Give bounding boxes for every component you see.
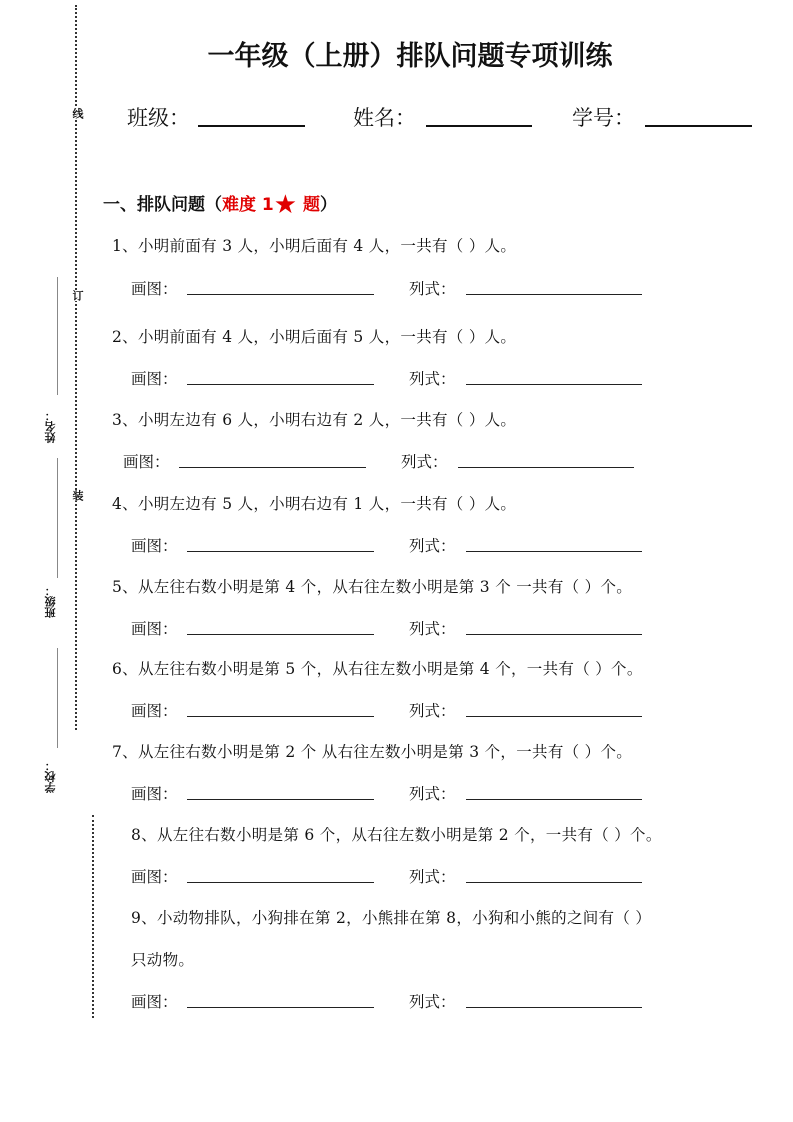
draw-answer-line[interactable] bbox=[187, 551, 374, 552]
student-id-label: 学号： bbox=[572, 106, 635, 130]
question-5: 5、从左往右数小明是第 4 个，从右往左数小明是第 3 个 一共有（ ）个。 bbox=[112, 578, 633, 596]
draw-answer-line[interactable] bbox=[187, 716, 374, 717]
formula-answer-line[interactable] bbox=[466, 634, 642, 635]
binding-mark-zhuang: 装 bbox=[71, 490, 84, 501]
formula-label: 列式： bbox=[409, 620, 456, 638]
question-2: 2、小明前面有 4 人，小明后面有 5 人，一共有（ ）人。 bbox=[112, 328, 517, 346]
formula-answer-line[interactable] bbox=[466, 716, 642, 717]
student-id-field[interactable] bbox=[645, 125, 752, 127]
margin-field-line bbox=[57, 648, 58, 748]
draw-label: 画图： bbox=[131, 993, 178, 1011]
binding-mark-line: 线 bbox=[71, 108, 84, 119]
formula-label: 列式： bbox=[409, 702, 456, 720]
page-title: 一年级（上册）排队问题专项训练 bbox=[207, 41, 613, 72]
draw-label: 画图： bbox=[131, 280, 178, 298]
question-8: 8、从左往右数小明是第 6 个，从右往左数小明是第 2 个，一共有（ ）个。 bbox=[131, 826, 662, 844]
section-heading bbox=[103, 190, 337, 220]
formula-answer-line[interactable] bbox=[466, 1007, 642, 1008]
margin-field-line bbox=[57, 277, 58, 395]
draw-label: 画图： bbox=[131, 868, 178, 886]
draw-label: 画图： bbox=[131, 702, 178, 720]
draw-label: 画图： bbox=[131, 370, 178, 388]
difficulty-suffix: 题 bbox=[297, 195, 320, 215]
formula-label: 列式： bbox=[401, 453, 448, 471]
class-field[interactable] bbox=[198, 125, 305, 127]
formula-label: 列式： bbox=[409, 993, 456, 1011]
draw-answer-line[interactable] bbox=[187, 1007, 374, 1008]
margin-field-line bbox=[57, 458, 58, 578]
formula-label: 列式： bbox=[409, 370, 456, 388]
name-label: 姓名： bbox=[353, 106, 416, 130]
margin-school-label: 学校： bbox=[44, 760, 57, 793]
class-label: 班级： bbox=[127, 106, 190, 130]
question-1: 1、小明前面有 3 人，小明后面有 4 人，一共有（ ）人。 bbox=[112, 237, 517, 255]
difficulty-label: 难度 1 bbox=[222, 195, 274, 215]
draw-label: 画图： bbox=[131, 620, 178, 638]
draw-answer-line[interactable] bbox=[179, 467, 366, 468]
draw-label: 画图： bbox=[123, 453, 170, 471]
margin-class-label: 班级： bbox=[44, 585, 57, 618]
question-6: 6、从左往右数小明是第 5 个，从右往左数小明是第 4 个，一共有（ ）个。 bbox=[112, 660, 643, 678]
question-9: 9、小动物排队，小狗排在第 2，小熊排在第 8，小狗和小熊的之间有（ ） bbox=[131, 909, 652, 927]
formula-label: 列式： bbox=[409, 785, 456, 803]
question-3: 3、小明左边有 6 人，小明右边有 2 人，一共有（ ）人。 bbox=[112, 411, 517, 429]
formula-answer-line[interactable] bbox=[466, 882, 642, 883]
binding-dotted-line-lower bbox=[92, 815, 94, 1018]
draw-answer-line[interactable] bbox=[187, 384, 374, 385]
formula-answer-line[interactable] bbox=[466, 294, 642, 295]
draw-label: 画图： bbox=[131, 537, 178, 555]
section-close: ） bbox=[319, 195, 337, 215]
formula-label: 列式： bbox=[409, 868, 456, 886]
draw-label: 画图： bbox=[131, 785, 178, 803]
draw-answer-line[interactable] bbox=[187, 294, 374, 295]
formula-label: 列式： bbox=[409, 537, 456, 555]
draw-answer-line[interactable] bbox=[187, 882, 374, 883]
draw-answer-line[interactable] bbox=[187, 634, 374, 635]
question-4: 4、小明左边有 5 人，小明右边有 1 人，一共有（ ）人。 bbox=[112, 495, 517, 513]
star-icon: ★ bbox=[273, 190, 298, 220]
formula-answer-line[interactable] bbox=[466, 551, 642, 552]
draw-answer-line[interactable] bbox=[187, 799, 374, 800]
question-7: 7、从左往右数小明是第 2 个 从右往左数小明是第 3 个，一共有（ ）个。 bbox=[112, 743, 633, 761]
formula-label: 列式： bbox=[409, 280, 456, 298]
binding-mark-ding: 订 bbox=[71, 290, 84, 301]
formula-answer-line[interactable] bbox=[466, 799, 642, 800]
margin-name-label: 姓名： bbox=[44, 410, 57, 443]
section-title: 一、排队问题（ bbox=[103, 195, 222, 215]
question-9-continuation: 只动物。 bbox=[131, 951, 195, 969]
formula-answer-line[interactable] bbox=[466, 384, 642, 385]
formula-answer-line[interactable] bbox=[458, 467, 634, 468]
name-field[interactable] bbox=[426, 125, 532, 127]
